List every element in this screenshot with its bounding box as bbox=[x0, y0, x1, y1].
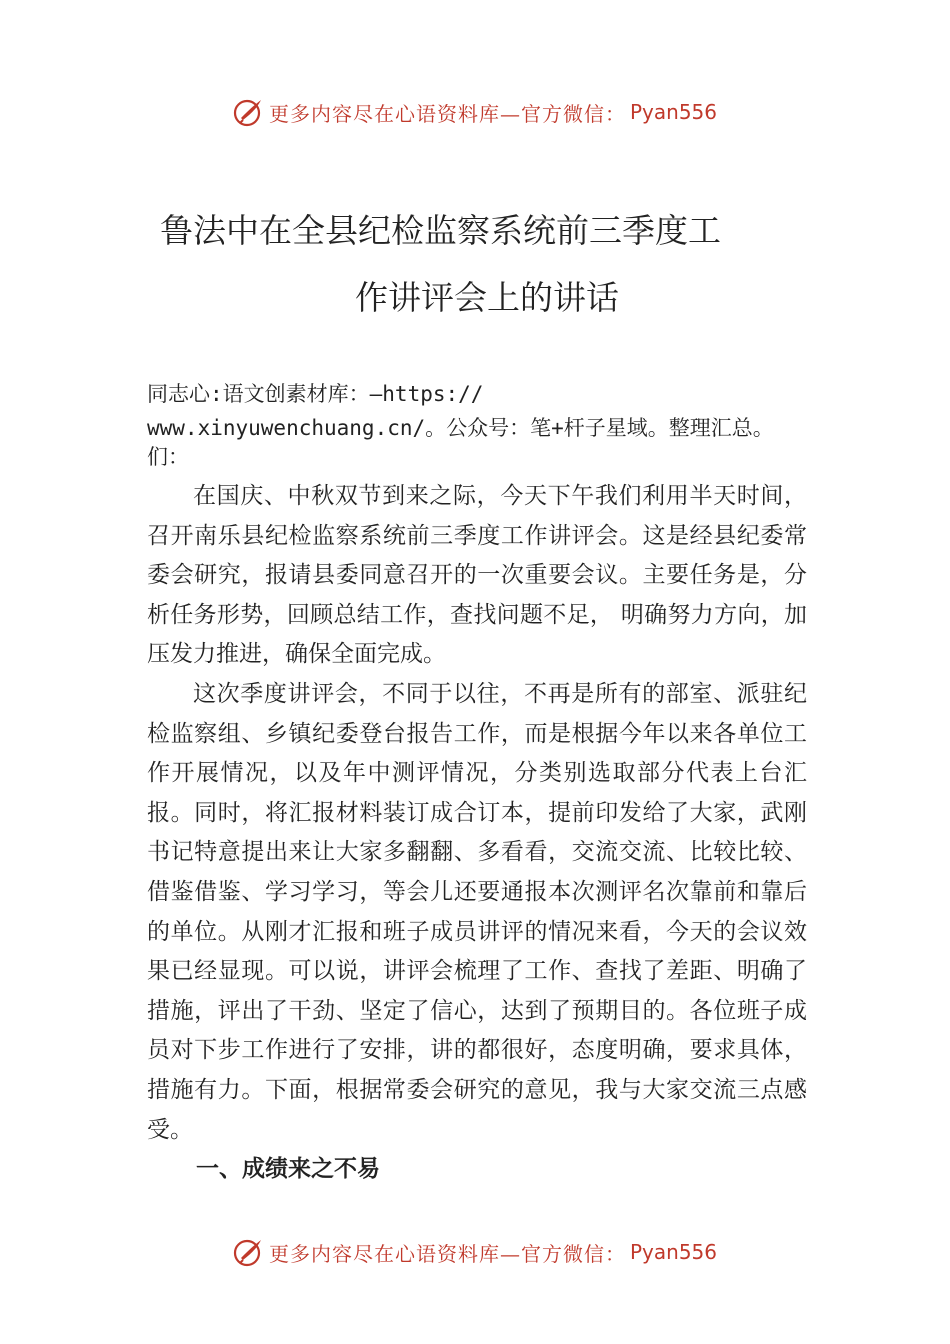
quill-logo-icon bbox=[233, 96, 265, 128]
salutation-line-3: 们： bbox=[147, 445, 189, 469]
document-title-line-1: 鲁法中在全县纪检监察系统前三季度工 bbox=[160, 211, 721, 250]
paragraph-2: 这次季度讲评会，不同于以往，不再是所有的部室、派驻纪检监察组、乡镇纪委登台报告工作，而是根据今年以来各单位工作开展情况，以及年中测评情况，分类别选取部分代表上台汇报。同时，将汇报材料装订成合订本，提前印发给了大家，武刚书记特意提出来让大家多翻翻、多看看，交流交流、比较比较、借鉴借鉴、学习学习，等会儿还要通报本次测评名次靠前和靠后的单位。从刚才汇报和班子成员讲评的情况来看，今天的会议效果已经显现。可以说，讲评会梳理了工作、查找了差距、明确了措施，评出了干劲、坚定了信心，达到了预期目的。各位班子成员对下步工作进行了安排，讲的都很好，态度明确，要求具体，措施有力。下面，根据常委会研究的意见，我与大家交流三点感受。 bbox=[147, 680, 807, 1143]
banner-wechat-id: Pyan556 bbox=[629, 1240, 717, 1264]
salutation-line-1: 同志心:语文创素材库：—https:// bbox=[147, 382, 484, 406]
section-heading-1: 一、成绩来之不易 bbox=[196, 1156, 380, 1182]
document-title-line-2: 作讲评会上的讲话 bbox=[355, 278, 619, 317]
header-banner bbox=[0, 92, 950, 132]
salutation-line-2: www.xinyuwenchuang.cn/。公众号：笔+杆子星域。整理汇总。 bbox=[147, 416, 774, 440]
banner-text: 更多内容尽在心语资料库—官方微信： bbox=[268, 1241, 626, 1266]
document-body bbox=[147, 477, 807, 1150]
banner-text: 更多内容尽在心语资料库—官方微信： bbox=[268, 101, 626, 126]
footer-banner bbox=[0, 1232, 950, 1272]
banner-wechat-id: Pyan556 bbox=[629, 100, 717, 124]
paragraph-1: 在国庆、中秋双节到来之际，今天下午我们利用半天时间，召开南乐县纪检监察系统前三季度工作讲评会。这是经县纪委常委会研究，报请县委同意召开的一次重要会议。主要任务是，分析任务形势，回顾总结工作，查找问题不足， 明确努力方向，加压发力推进，确保全面完成。 bbox=[147, 483, 807, 668]
quill-logo-icon bbox=[233, 1236, 265, 1268]
